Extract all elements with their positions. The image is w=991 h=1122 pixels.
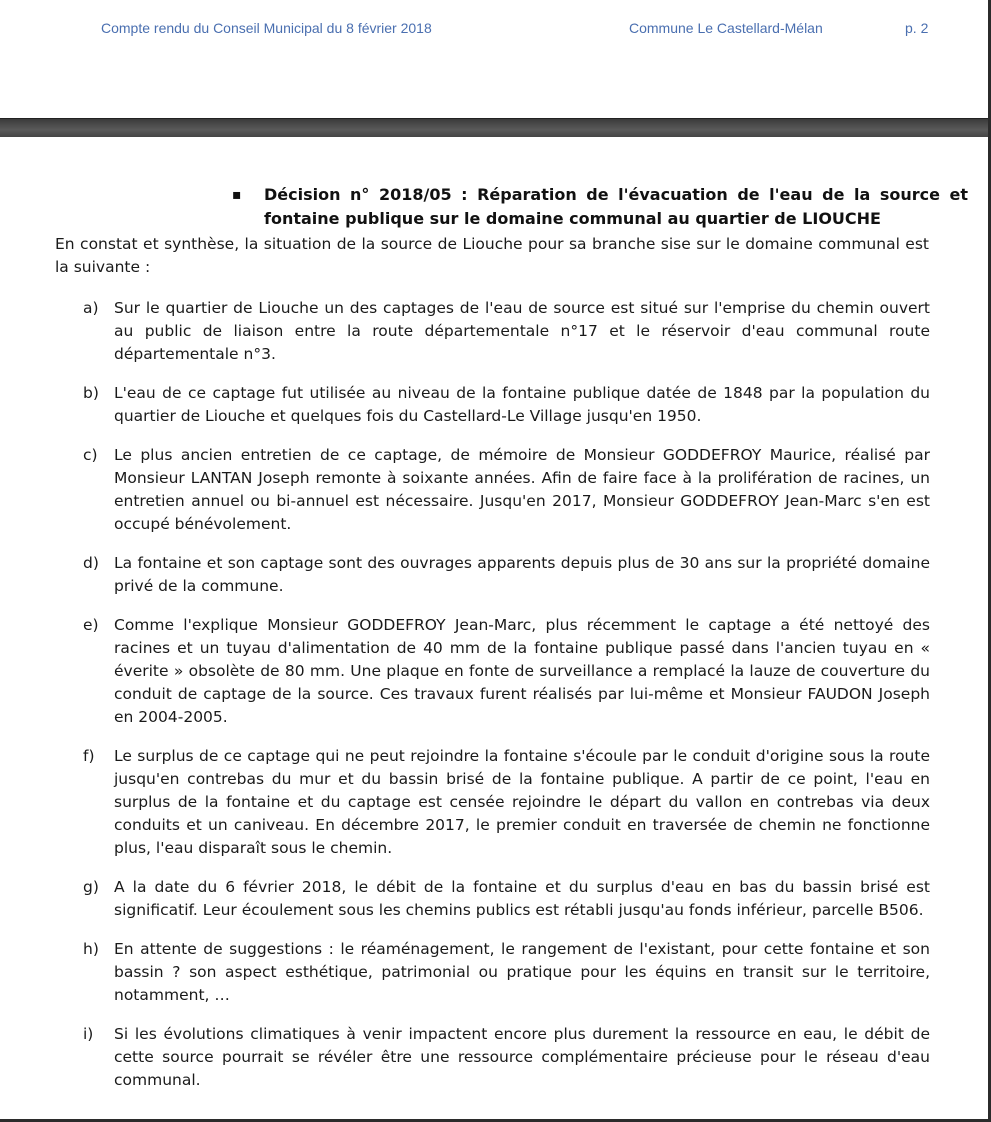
list-item-letter: h) [83,940,99,958]
decision-title: Décision n° 2018/05 : Réparation de l'évacuation de l'eau de la source et fontaine publique sur le domaine communal au quartier de LIOUCHE [264,185,968,228]
header-page-number: p. 2 [905,20,929,36]
page-header [0,20,988,42]
list-item-letter: i) [83,1025,94,1043]
findings-list [83,297,930,1092]
list-item [83,1023,930,1092]
list-item-text: Sur le quartier de Liouche un des captages de l'eau de source est situé sur l'emprise du chemin ouvert au public de liaison entre la route départementale n°17 et le réservoir d'eau communal route départementale n°3. [114,299,930,363]
intro-paragraph: En constat et synthèse, la situation de la source de Liouche pour sa branche sise sur le domaine communal est la suivante : [55,235,929,276]
list-item-text: Si les évolutions climatiques à venir impactent encore plus durement la ressource en eau, le débit de cette source pourrait se révéler être une ressource complémentaire précieuse pour le réseau d'eau communal. [114,1025,930,1089]
decision-heading [232,183,968,231]
list-item-letter: d) [83,554,99,572]
list-item [83,297,930,366]
list-item [83,382,930,428]
header-document-title: Compte rendu du Conseil Municipal du 8 février 2018 [101,20,432,36]
square-bullet-icon: ▪ [232,187,242,203]
list-item-letter: a) [83,299,99,317]
list-item-text: Le plus ancien entretien de ce captage, de mémoire de Monsieur GODDEFROY Maurice, réalisé par Monsieur LANTAN Joseph remonte à soixante années. Afin de faire face à la prolifération de racines, un entretien annuel ou bi-annuel est nécessaire. Jusqu'en 2017, Monsieur GODDEFROY Jean-Marc s'en est occupé bénévolement. [114,446,930,533]
list-item-letter: b) [83,384,99,402]
list-item [83,444,930,536]
list-item [83,938,930,1007]
list-item-letter: c) [83,446,98,464]
list-item [83,745,930,860]
page-separator [0,118,988,137]
list-item-text: Comme l'explique Monsieur GODDEFROY Jean-Marc, plus récemment le captage a été nettoyé des racines et un tuyau d'alimentation de 40 mm de la fontaine publique passé dans l'ancien tuyau en « éverite » obsolète de 80 mm. Une plaque en fonte de surveillance a remplacé la lauze de couverture du conduit de captage de la source. Ces travaux furent réalisés par lui-même et Monsieur FAUDON Joseph en 2004-2005. [114,616,930,726]
list-item-text: L'eau de ce captage fut utilisée au niveau de la fontaine publique datée de 1848 par la population du quartier de Liouche et quelques fois du Castellard-Le Village jusqu'en 1950. [114,384,930,425]
list-item [83,876,930,922]
list-item-letter: f) [83,747,95,765]
list-item-text: A la date du 6 février 2018, le débit de la fontaine et du surplus d'eau en bas du bassin brisé est significatif. Leur écoulement sous les chemins publics est rétabli jusqu'au fonds inférieur, parcelle B506. [114,878,930,919]
list-item-text: La fontaine et son captage sont des ouvrages apparents depuis plus de 30 ans sur la propriété domaine privé de la commune. [114,554,930,595]
list-item-letter: e) [83,616,99,634]
list-item-letter: g) [83,878,99,896]
list-item [83,552,930,598]
list-item [83,614,930,729]
list-item-text: En attente de suggestions : le réaménagement, le rangement de l'existant, pour cette fontaine et son bassin ? son aspect esthétique, patrimonial ou pratique pour les équins en transit sur le territoire, notamment, … [114,940,930,1004]
header-commune-name: Commune Le Castellard-Mélan [629,20,823,36]
list-item-text: Le surplus de ce captage qui ne peut rejoindre la fontaine s'écoule par le conduit d'origine sous la route jusqu'en contrebas du mur et du bassin brisé de la fontaine publique. A partir de ce point, l'eau en surplus de la fontaine et du captage est censée rejoindre le départ du vallon en contrebas via deux conduits et un caniveau. En décembre 2017, le premier conduit en traversée de chemin ne fonctionne plus, l'eau disparaît sous le chemin. [114,747,930,857]
